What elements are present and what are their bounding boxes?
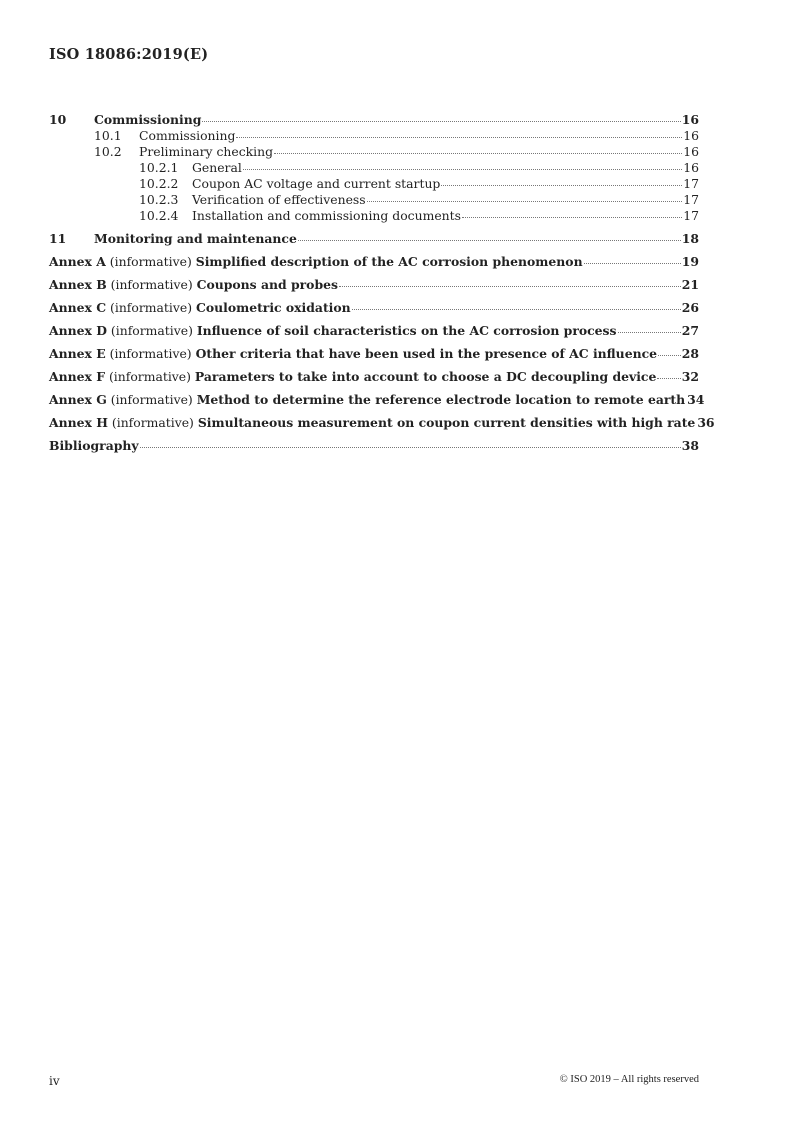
annex-label: Annex H [49, 415, 108, 430]
toc-page: 21 [681, 277, 699, 292]
toc-entry-10-2-2[interactable] [49, 176, 699, 192]
toc-leader [352, 308, 681, 310]
toc-number: 11 [49, 231, 67, 246]
toc-page: 16 [683, 144, 699, 159]
toc-title: Coulometric oxidation [195, 300, 351, 315]
annex-type: (informative) [109, 254, 192, 269]
toc-title: Other criteria that have been used in the presence of AC influence [195, 346, 658, 361]
toc-page: 34 [687, 392, 705, 407]
toc-page: 19 [681, 254, 699, 269]
toc-leader [441, 184, 682, 186]
annex-type: (informative) [110, 277, 193, 292]
annex-label: Annex F [49, 369, 106, 384]
toc-page: 27 [681, 323, 699, 338]
toc-title: Simplified description of the AC corrosion phenomenon [195, 254, 583, 269]
annex-type: (informative) [110, 392, 193, 407]
toc-title: Bibliography [49, 438, 139, 453]
annex-type: (informative) [111, 415, 194, 430]
toc-entry-10-1[interactable] [49, 128, 699, 144]
annex-label: Annex C [49, 300, 107, 315]
toc-page: 38 [681, 438, 699, 453]
toc-leader [298, 239, 681, 241]
toc-leader [339, 285, 681, 287]
toc-page: 28 [681, 346, 699, 361]
toc-leader [618, 331, 681, 333]
page-number: iv [49, 1074, 60, 1088]
toc-title: Simultaneous measurement on coupon current densities with high rate [197, 415, 696, 430]
annex-type: (informative) [108, 369, 191, 384]
toc-title: Parameters to take into account to choose a DC decoupling device [194, 369, 657, 384]
toc-page: 16 [681, 112, 699, 127]
toc-leader [658, 354, 681, 356]
toc-page: 16 [683, 160, 699, 175]
toc-entry-10-2-4[interactable] [49, 208, 699, 224]
toc-title: Verification of effectiveness [192, 192, 366, 207]
annex-label: Annex D [49, 323, 107, 338]
toc-title: Coupon AC voltage and current startup [192, 176, 441, 191]
toc-page: 17 [683, 192, 699, 207]
toc-page: 36 [697, 415, 715, 430]
toc-page: 17 [683, 208, 699, 223]
toc-title: General [192, 160, 242, 175]
page-footer [49, 1074, 699, 1088]
toc-entry-annex-e[interactable] [49, 346, 699, 362]
toc-leader [236, 136, 682, 138]
annex-type: (informative) [109, 346, 192, 361]
toc-entry-annex-b[interactable] [49, 277, 699, 293]
toc-leader [657, 377, 680, 379]
annex-label: Annex A [49, 254, 106, 269]
toc-title: Method to determine the reference electrode location to remote earth [196, 392, 686, 407]
toc-entry-annex-a[interactable] [49, 254, 699, 270]
annex-label: Annex B [49, 277, 107, 292]
toc-title: Preliminary checking [139, 144, 274, 159]
toc-page: 32 [681, 369, 699, 384]
toc-entry-annex-f[interactable] [49, 369, 699, 385]
annex-type: (informative) [110, 300, 193, 315]
toc-number: 10.2.3 [139, 192, 179, 207]
toc-entry-10-2[interactable] [49, 144, 699, 160]
toc-leader [243, 168, 682, 170]
toc-number: 10.2.4 [139, 208, 179, 223]
toc-title: Installation and commissioning documents [192, 208, 461, 223]
toc-entry-annex-c[interactable] [49, 300, 699, 316]
annex-label: Annex E [49, 346, 106, 361]
toc-leader [367, 200, 683, 202]
annex-label: Annex G [49, 392, 107, 407]
table-of-contents [49, 112, 715, 454]
toc-entry-bibliography[interactable] [49, 438, 699, 454]
toc-title: Coupons and probes [196, 277, 338, 292]
toc-title: Influence of soil characteristics on the AC corrosion process [196, 323, 617, 338]
annex-type: (informative) [110, 323, 193, 338]
toc-number: 10.2.1 [139, 160, 179, 175]
toc-entry-annex-g[interactable] [49, 392, 705, 408]
toc-title: Commissioning [139, 128, 236, 143]
toc-page: 18 [681, 231, 699, 246]
toc-entry-10-2-1[interactable] [49, 160, 699, 176]
toc-leader [462, 216, 682, 218]
toc-number: 10.2 [94, 144, 122, 159]
toc-entry-11[interactable] [49, 231, 699, 247]
toc-title: Commissioning [94, 112, 202, 127]
toc-leader [584, 262, 681, 264]
toc-number: 10.1 [94, 128, 122, 143]
toc-entry-10-2-3[interactable] [49, 192, 699, 208]
toc-title: Monitoring and maintenance [94, 231, 297, 246]
toc-page: 17 [683, 176, 699, 191]
document-header: ISO 18086:2019(E) [49, 46, 209, 63]
toc-entry-10[interactable] [49, 112, 699, 128]
toc-page: 26 [681, 300, 699, 315]
toc-leader [202, 120, 680, 122]
toc-page: 16 [683, 128, 699, 143]
copyright-notice: © ISO 2019 – All rights reserved [559, 1074, 699, 1085]
toc-entry-annex-d[interactable] [49, 323, 699, 339]
toc-entry-annex-h[interactable] [49, 415, 715, 431]
toc-number: 10.2.2 [139, 176, 179, 191]
toc-leader [140, 446, 681, 448]
toc-leader [274, 152, 682, 154]
toc-number: 10 [49, 112, 67, 127]
